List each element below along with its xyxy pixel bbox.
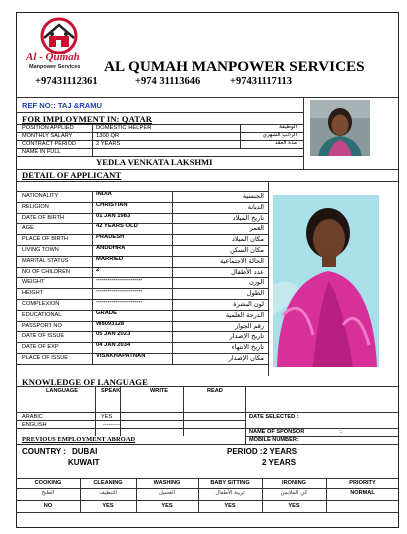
detail-label: DATE OF BIRTH: [22, 214, 65, 221]
applicant-full-name: YEDLA VENKATA LAKSHMI: [96, 157, 213, 167]
applicant-detail-title: DETAIL OF APPLICANT: [22, 170, 122, 180]
emp-label-name: NAME IN FULL: [22, 149, 61, 155]
skill-header: BABY SITTING: [210, 480, 250, 486]
detail-value: 2: [96, 266, 100, 273]
emp-arabic-salary: الراتب الشهري: [262, 132, 297, 138]
logo-subtext: Manpower Services: [29, 64, 81, 70]
detail-arabic: تاريخ الميلاد: [232, 213, 264, 222]
previous-period-1: 2 YEARS: [263, 447, 298, 456]
mobile-number-label: MOBILE NUMBER:: [249, 437, 299, 443]
detail-value: 01 JAN 1983: [96, 212, 131, 219]
company-logo: [22, 14, 96, 74]
detail-arabic: عدد الأطفال: [231, 267, 264, 276]
detail-arabic: تاريخ الانتهاء: [231, 343, 264, 352]
detail-arabic: رقم الجواز: [235, 321, 264, 330]
house-logo-icon: [22, 14, 96, 54]
detail-label: MARITAL STATUS: [22, 257, 69, 264]
applicant-photo-small: [310, 100, 370, 156]
skill-arabic: تربية الأطفال: [215, 490, 245, 496]
detail-arabic: مكان الإصدار: [228, 354, 264, 362]
detail-label: PLACE OF BIRTH: [22, 236, 68, 243]
date-selected-label: DATE SELECTED :: [249, 414, 299, 420]
previous-employment-title: PREVIOUS EMPLOYMENT ABROAD: [22, 436, 136, 443]
phone-1: +97431112361: [35, 76, 98, 87]
lang-header-read: READ: [207, 388, 223, 394]
company-name: AL QUMAH MANPOWER SERVICES: [104, 58, 365, 75]
detail-label: HEIGHT: [22, 290, 44, 297]
skill-arabic: الغسيل: [158, 490, 176, 496]
previous-country-2: KUWAIT: [68, 458, 100, 467]
lang-header-speak: SPEAK: [101, 388, 121, 394]
detail-arabic: الوزن: [248, 278, 264, 287]
detail-label: LIVING TOWN: [22, 247, 59, 253]
detail-label: NO OF CHILDREN: [22, 268, 70, 275]
skill-value: YES: [288, 503, 300, 509]
country-label: COUNTRY :: [22, 447, 66, 456]
period-label: PERIOD :: [227, 447, 263, 456]
skill-value: NO: [43, 503, 53, 509]
detail-value: ------------------------: [96, 288, 143, 295]
detail-arabic: تاريخ الإصدار: [229, 332, 264, 341]
skill-value: YES: [224, 503, 236, 509]
emp-arabic-contract: مدة العقد: [275, 140, 297, 146]
lang-english-name: ENGLISH: [22, 422, 47, 428]
detail-label: AGE: [22, 225, 34, 232]
detail-value: VISAKHAPATNAN: [96, 353, 146, 359]
detail-value: 04 JAN 2034: [96, 342, 131, 349]
detail-value: ------------------------: [96, 299, 143, 305]
detail-arabic: لون البشرة: [233, 300, 264, 308]
detail-arabic: الدرجة العلمية: [225, 310, 264, 319]
detail-value: ANDDHRA: [96, 245, 126, 251]
emp-label-salary: MONTHLY SALARY: [22, 133, 73, 139]
skill-value: YES: [102, 503, 114, 509]
detail-arabic: الطول: [246, 289, 264, 298]
detail-label: COMPLEXION: [22, 301, 60, 307]
detail-arabic: مكان الميلاد: [231, 235, 264, 244]
emp-value-position: DOMESTIC HELPER: [96, 125, 152, 131]
detail-value: 05 JAN 2023: [96, 331, 131, 338]
lang-header-language: LANGUAGE: [46, 388, 79, 394]
detail-value: GRADE: [96, 309, 117, 316]
detail-label: DATE OF EXP: [22, 344, 59, 351]
detail-label: PASSPORT NO: [22, 322, 62, 329]
emp-value-contract: 2 YEARS: [96, 141, 121, 147]
detail-label: RELIGION: [22, 203, 49, 210]
detail-arabic: مكان السكن: [229, 246, 264, 254]
employment-title: FOR IMPLOYMENT IN: QATAR: [22, 114, 153, 124]
skill-value: YES: [161, 503, 173, 509]
skill-header: COOKING: [34, 480, 62, 486]
detail-label: WEIGHT: [22, 279, 45, 286]
previous-period-2: 2 YEARS: [262, 458, 297, 467]
skill-header: WASHING: [153, 480, 181, 486]
sponsor-name-label: NAME OF SPONSOR: [249, 429, 305, 435]
skill-arabic: الطبخ: [41, 490, 55, 496]
emp-value-salary: 1300 QR: [96, 133, 120, 139]
detail-label: NATIONALITY: [22, 193, 59, 199]
detail-value: PRADESH: [96, 234, 125, 241]
skill-header: PRIORITY: [349, 480, 376, 486]
skill-arabic: التنظيف: [98, 490, 118, 496]
previous-country-1: DUBAI: [72, 447, 98, 456]
emp-label-position: POSITION APPLIED: [22, 125, 74, 131]
applicant-photo-large: [273, 195, 379, 367]
detail-label: EDUCATIONAL: [22, 311, 62, 318]
sponsor-name-colon: :: [340, 429, 342, 435]
detail-value: 42 YEARS OLD: [96, 223, 138, 230]
phone-3: +97431117113: [230, 76, 292, 87]
skill-header: CLEANING: [93, 480, 123, 486]
detail-value: INDIA: [96, 191, 112, 197]
detail-value: ------------------------: [96, 277, 143, 284]
detail-value: MARRIED: [96, 255, 124, 262]
skill-arabic: كي الملابس: [280, 490, 308, 496]
ref-number: REF NO:: TAJ &RAMU: [22, 101, 103, 110]
phone-2: +974 31113646: [135, 76, 201, 87]
lang-english-speak: ---------: [103, 422, 120, 428]
detail-value: W8093128: [96, 320, 125, 327]
detail-arabic: الديانة: [247, 202, 264, 211]
detail-label: DATE OF ISSUE: [22, 333, 65, 340]
detail-value: CHRISTIAN: [96, 201, 128, 208]
detail-arabic: العمر: [249, 224, 264, 233]
lang-arabic-name: ARABIC: [22, 414, 43, 420]
detail-arabic: الحالة الاجتماعية: [219, 256, 264, 265]
logo-text: Al - Qumah: [26, 51, 80, 63]
detail-arabic: الجنسية: [242, 192, 264, 200]
emp-arabic-position: الوظيفة: [279, 124, 297, 130]
lang-header-write: WRITE: [150, 388, 169, 394]
emp-label-contract: CONTRACT PERIOD: [22, 141, 76, 147]
detail-label: PLACE OF ISSUE: [22, 355, 69, 361]
skill-header: IRONING: [282, 480, 306, 486]
language-title: KNOWLEDGE OF LANGUAGE: [22, 377, 148, 387]
lang-arabic-speak: YES: [101, 414, 113, 420]
skill-arabic: NORMAL: [350, 490, 375, 496]
